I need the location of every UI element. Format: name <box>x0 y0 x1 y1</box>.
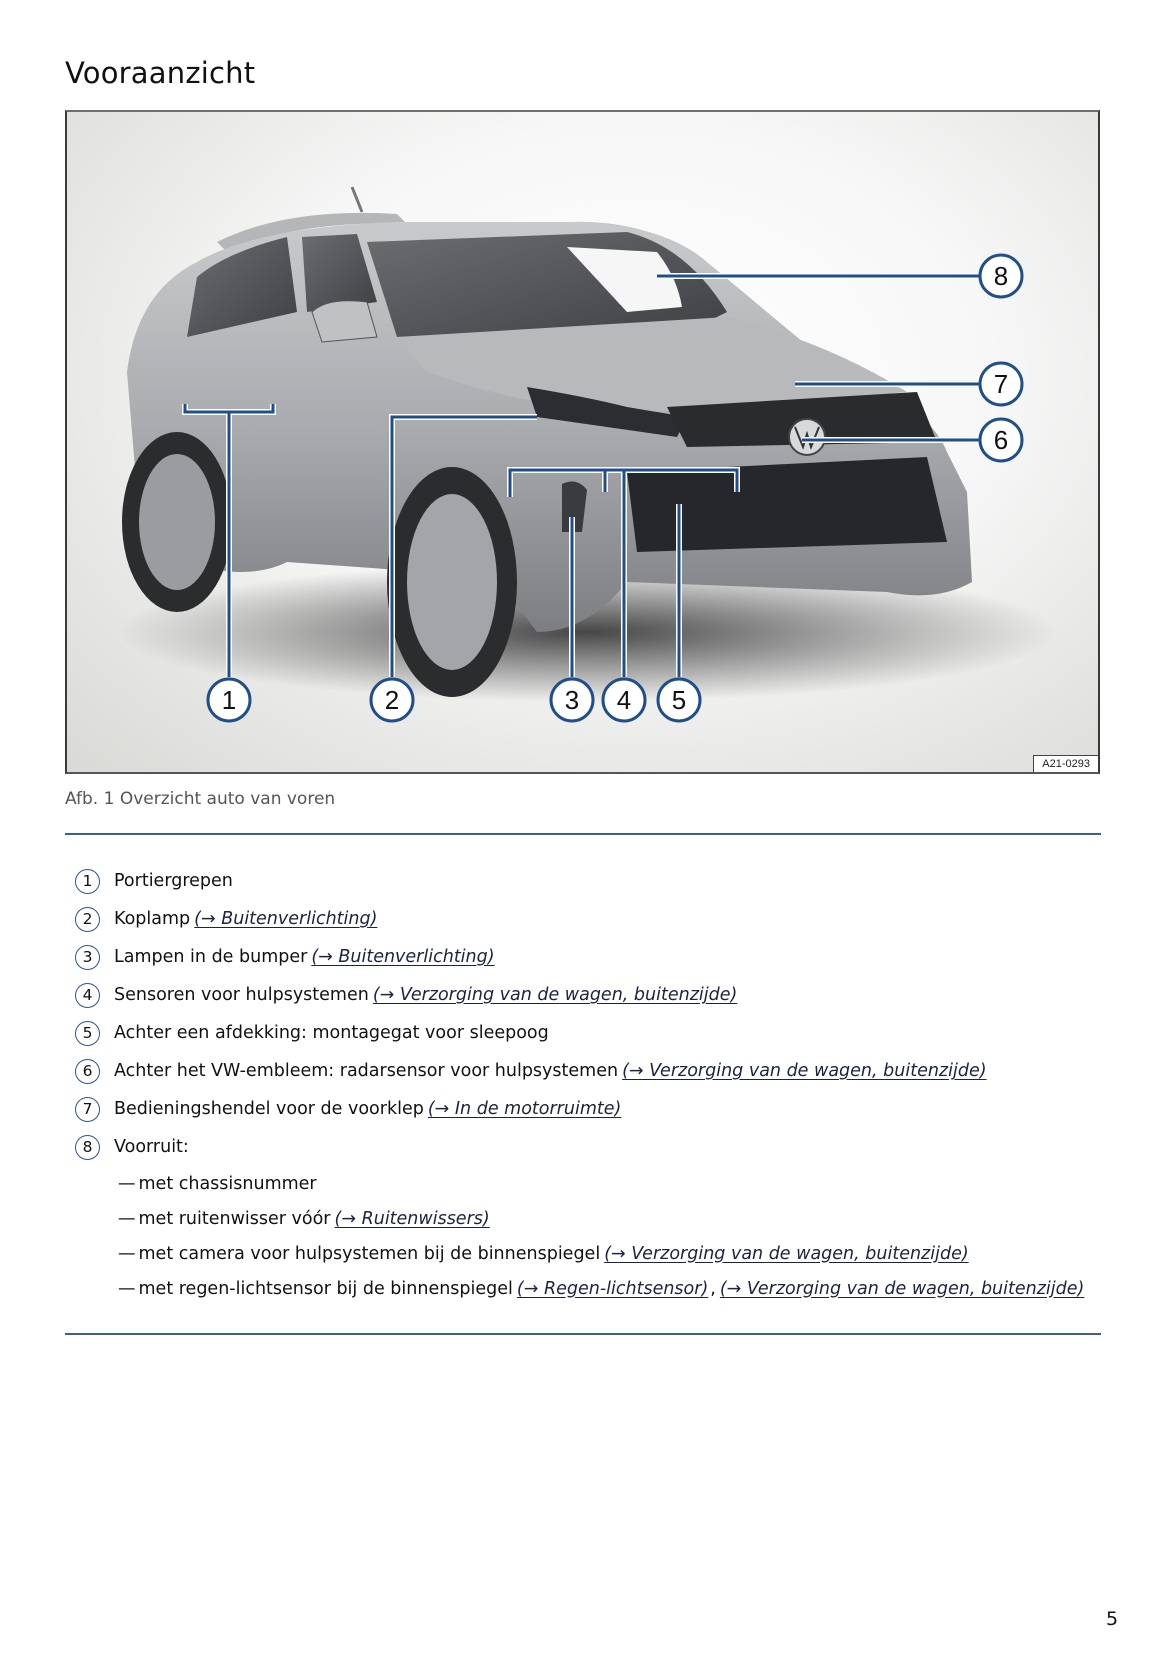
legend-text: Voorruit: <box>114 1137 189 1157</box>
figure-caption: Afb. 1 Overzicht auto van voren <box>65 789 336 809</box>
callout-7 <box>980 363 1022 405</box>
number-badge: 1 <box>75 869 100 894</box>
page-number: 5 <box>1106 1608 1119 1630</box>
legend-text: Bedieningshendel voor de voorklep <box>114 1099 424 1119</box>
car-front-figure <box>65 110 1100 774</box>
svg-text:4: 4 <box>616 685 632 715</box>
legend-item-6 <box>75 1052 1115 1090</box>
legend-item-4 <box>75 976 1115 1014</box>
link-verzorging[interactable]: (→ Verzorging van de wagen, buitenzijde) <box>372 985 738 1005</box>
legend-text: Koplamp <box>114 909 191 929</box>
link-verzorging[interactable]: (→ Verzorging van de wagen, buitenzijde) <box>604 1243 969 1264</box>
legend-text: Sensoren voor hulpsystemen <box>114 985 369 1005</box>
sub-item-text: met regen-lichtsensor bij de binnenspiegel <box>138 1278 513 1299</box>
dash-bullet: — <box>118 1208 136 1229</box>
number-badge: 5 <box>75 1021 100 1046</box>
dash-bullet: — <box>118 1278 136 1299</box>
svg-text:7: 7 <box>993 369 1009 399</box>
car-illustration <box>67 112 1098 772</box>
sub-item-ruitenwisser <box>75 1201 1115 1236</box>
callout-1 <box>208 679 250 721</box>
number-badge: 2 <box>75 907 100 932</box>
callout-2 <box>371 679 413 721</box>
callout-8 <box>980 255 1022 297</box>
divider-top <box>65 833 1101 835</box>
svg-text:3: 3 <box>564 685 580 715</box>
link-separator: , <box>710 1278 716 1299</box>
callout-5 <box>658 679 700 721</box>
link-regen-lichtsensor[interactable]: (→ Regen-lichtsensor) <box>516 1278 709 1299</box>
legend-item-3 <box>75 938 1115 976</box>
link-buitenverlichting[interactable]: (→ Buitenverlichting) <box>311 947 495 967</box>
legend-text: Portiergrepen <box>114 871 233 891</box>
link-motorruimte[interactable]: (→ In de motorruimte) <box>427 1099 622 1119</box>
dash-bullet: — <box>118 1243 136 1264</box>
legend-list <box>75 862 1115 1306</box>
sub-item-text: met ruitenwisser vóór <box>138 1208 331 1229</box>
svg-text:5: 5 <box>671 685 687 715</box>
sub-item-chassisnummer <box>75 1166 1115 1201</box>
legend-item-1 <box>75 862 1115 900</box>
link-ruitenwissers[interactable]: (→ Ruitenwissers) <box>334 1208 490 1229</box>
svg-text:6: 6 <box>993 425 1009 455</box>
number-badge: 3 <box>75 945 100 970</box>
number-badge: 6 <box>75 1059 100 1084</box>
svg-text:2: 2 <box>384 685 400 715</box>
svg-text:8: 8 <box>993 261 1009 291</box>
legend-text: Lampen in de bumper <box>114 947 308 967</box>
legend-text: Achter een afdekking: montagegat voor sleepoog <box>114 1023 549 1043</box>
sub-item-text: met camera voor hulpsystemen bij de binnenspiegel <box>138 1243 601 1264</box>
sub-item-regen-lichtsensor <box>75 1271 1115 1306</box>
link-verzorging[interactable]: (→ Verzorging van de wagen, buitenzijde) <box>719 1278 1085 1299</box>
dash-bullet: — <box>118 1173 136 1194</box>
link-buitenverlichting[interactable]: (→ Buitenverlichting) <box>194 909 378 929</box>
sub-item-text: met chassisnummer <box>138 1173 317 1194</box>
page-title: Vooraanzicht <box>65 56 256 90</box>
callout-4 <box>603 679 645 721</box>
sub-item-camera <box>75 1236 1115 1271</box>
legend-item-5 <box>75 1014 1115 1052</box>
legend-item-2 <box>75 900 1115 938</box>
number-badge: 7 <box>75 1097 100 1122</box>
svg-text:1: 1 <box>221 685 237 715</box>
number-badge: 4 <box>75 983 100 1008</box>
legend-text: Achter het VW-embleem: radarsensor voor hulpsystemen <box>114 1061 619 1081</box>
number-badge: 8 <box>75 1135 100 1160</box>
callout-6 <box>980 419 1022 461</box>
callout-3 <box>551 679 593 721</box>
legend-item-8 <box>75 1128 1115 1166</box>
divider-bottom <box>65 1333 1101 1335</box>
legend-item-7 <box>75 1090 1115 1128</box>
figure-code: A21-0293 <box>1033 755 1098 772</box>
link-verzorging[interactable]: (→ Verzorging van de wagen, buitenzijde) <box>622 1061 987 1081</box>
